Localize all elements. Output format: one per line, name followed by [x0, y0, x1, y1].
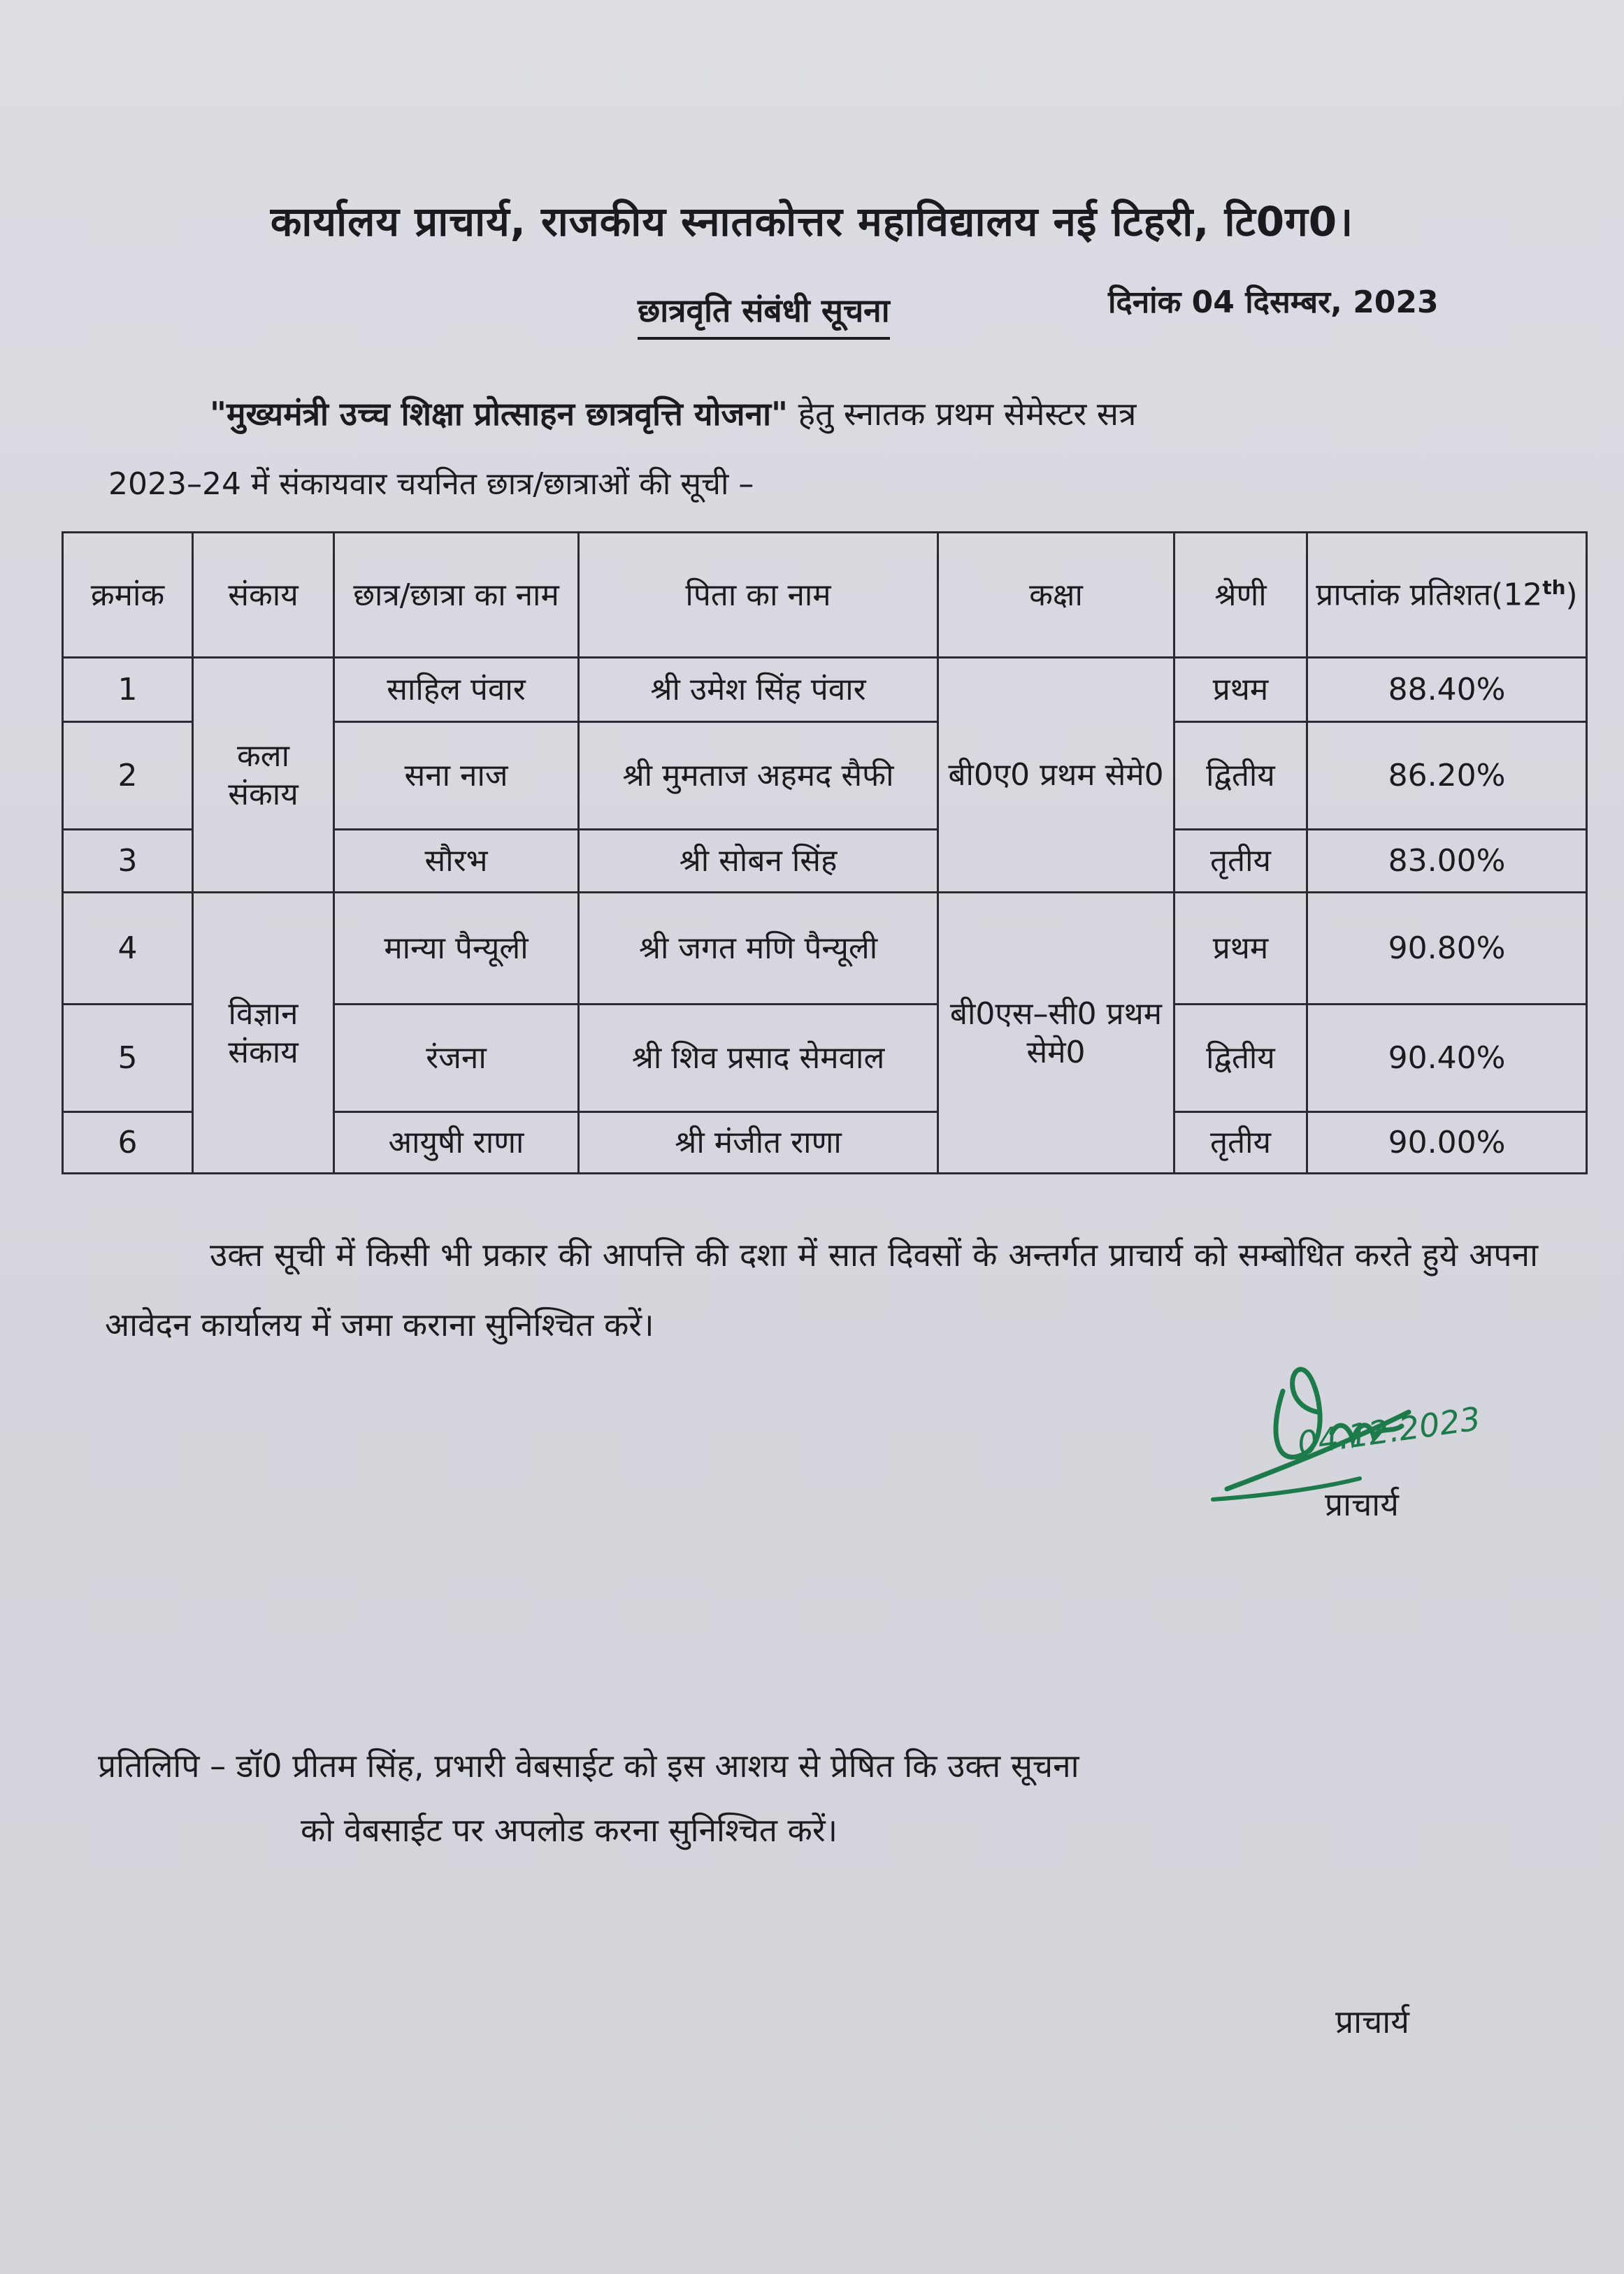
cell-percent: 83.00% [1307, 830, 1587, 893]
cell-percent: 90.00% [1307, 1112, 1587, 1174]
header-serial: क्रमांक [63, 533, 193, 658]
signatory-title: प्राचार्य [1325, 1485, 1399, 1523]
objection-note: उक्त सूची में किसी भी प्रकार की आपत्ति की दशा में सात दिवसों के अन्तर्गत प्राचार्य को सम्बोधित करते हुये अपना आवेदन कार्यालय में जमा कराना सुनिश्चित करें। [105, 1236, 1538, 1344]
header-percent [1307, 533, 1587, 658]
cell-percent: 86.20% [1307, 722, 1587, 830]
cell-class-arts: बी0ए0 प्रथम सेमे0 [938, 658, 1174, 893]
signature-date: 04.12.2023 [1295, 1399, 1483, 1463]
header-father-name: पिता का नाम [579, 533, 938, 658]
header-percent-close: ) [1565, 577, 1578, 613]
selection-table [62, 531, 1588, 1174]
notice-subject: छात्रवृति संबंधी सूचना [638, 288, 890, 340]
cell-faculty-arts: कला संकाय [193, 658, 334, 893]
table-row [63, 658, 1587, 722]
cell-rank: प्रथम [1174, 893, 1307, 1005]
cell-serial: 4 [63, 893, 193, 1005]
copy-line-1: प्रतिलिपि – डॉ0 प्रीतम सिंह, प्रभारी वेबसाईट को इस आशय से प्रेषित कि उक्त सूचना [98, 1747, 1079, 1785]
header-percent-sup: th [1542, 576, 1566, 600]
table-row [63, 893, 1587, 1005]
cell-serial: 6 [63, 1112, 193, 1174]
cell-student: सना नाज [334, 722, 579, 830]
cell-serial: 2 [63, 722, 193, 830]
cell-father: श्री मंजीत राणा [579, 1112, 938, 1174]
cell-percent: 88.40% [1307, 658, 1587, 722]
office-heading: कार्यालय प्राचार्य, राजकीय स्नातकोत्तर महाविद्यालय नई टिहरी, टि0ग0। [270, 198, 1354, 245]
cell-class-science: बी0एस–सी0 प्रथम सेमे0 [938, 893, 1174, 1174]
cell-percent: 90.40% [1307, 1005, 1587, 1112]
copy-to [98, 1734, 1552, 1862]
cell-rank: द्वितीय [1174, 1005, 1307, 1112]
cell-rank: प्रथम [1174, 658, 1307, 722]
cell-percent: 90.80% [1307, 893, 1587, 1005]
cell-student: रंजना [334, 1005, 579, 1112]
cell-student: आयुषी राणा [334, 1112, 579, 1174]
header-class: कक्षा [938, 533, 1174, 658]
intro-line-2: 2023–24 में संकायवार चयनित छात्र/छात्राओं की सूची – [108, 466, 754, 502]
cell-faculty-science: विज्ञान संकाय [193, 893, 334, 1174]
cell-serial: 5 [63, 1005, 193, 1112]
cell-rank: द्वितीय [1174, 722, 1307, 830]
header-faculty: संकाय [193, 533, 334, 658]
cell-serial: 1 [63, 658, 193, 722]
cell-student: साहिल पंवार [334, 658, 579, 722]
cell-father: श्री शिव प्रसाद सेमवाल [579, 1005, 938, 1112]
signatory-title-footer: प्राचार्य [1335, 2003, 1409, 2041]
cell-father: श्री उमेश सिंह पंवार [579, 658, 938, 722]
header-rank: श्रेणी [1174, 533, 1307, 658]
scheme-name: "मुख्यमंत्री उच्च शिक्षा प्रोत्साहन छात्रवृत्ति योजना" [210, 395, 788, 433]
copy-line-2: को वेबसाईट पर अपलोड करना सुनिश्चित करें। [301, 1811, 838, 1849]
cell-student: मान्या पैन्यूली [334, 893, 579, 1005]
table-header-row [63, 533, 1587, 658]
intro-rest: हेतु स्नातक प्रथम सेमेस्टर सत्र [798, 395, 1137, 433]
cell-student: सौरभ [334, 830, 579, 893]
cell-serial: 3 [63, 830, 193, 893]
notice-date: दिनांक 04 दिसम्बर, 2023 [1108, 285, 1439, 320]
header-percent-label: प्राप्तांक प्रतिशत(12 [1316, 577, 1543, 613]
cell-rank: तृतीय [1174, 830, 1307, 893]
cell-father: श्री सोबन सिंह [579, 830, 938, 893]
intro-line-1 [210, 391, 1136, 435]
header-student-name: छात्र/छात्रा का नाम [334, 533, 579, 658]
cell-father: श्री मुमताज अहमद सैफी [579, 722, 938, 830]
cell-rank: तृतीय [1174, 1112, 1307, 1174]
cell-father: श्री जगत मणि पैन्यूली [579, 893, 938, 1005]
